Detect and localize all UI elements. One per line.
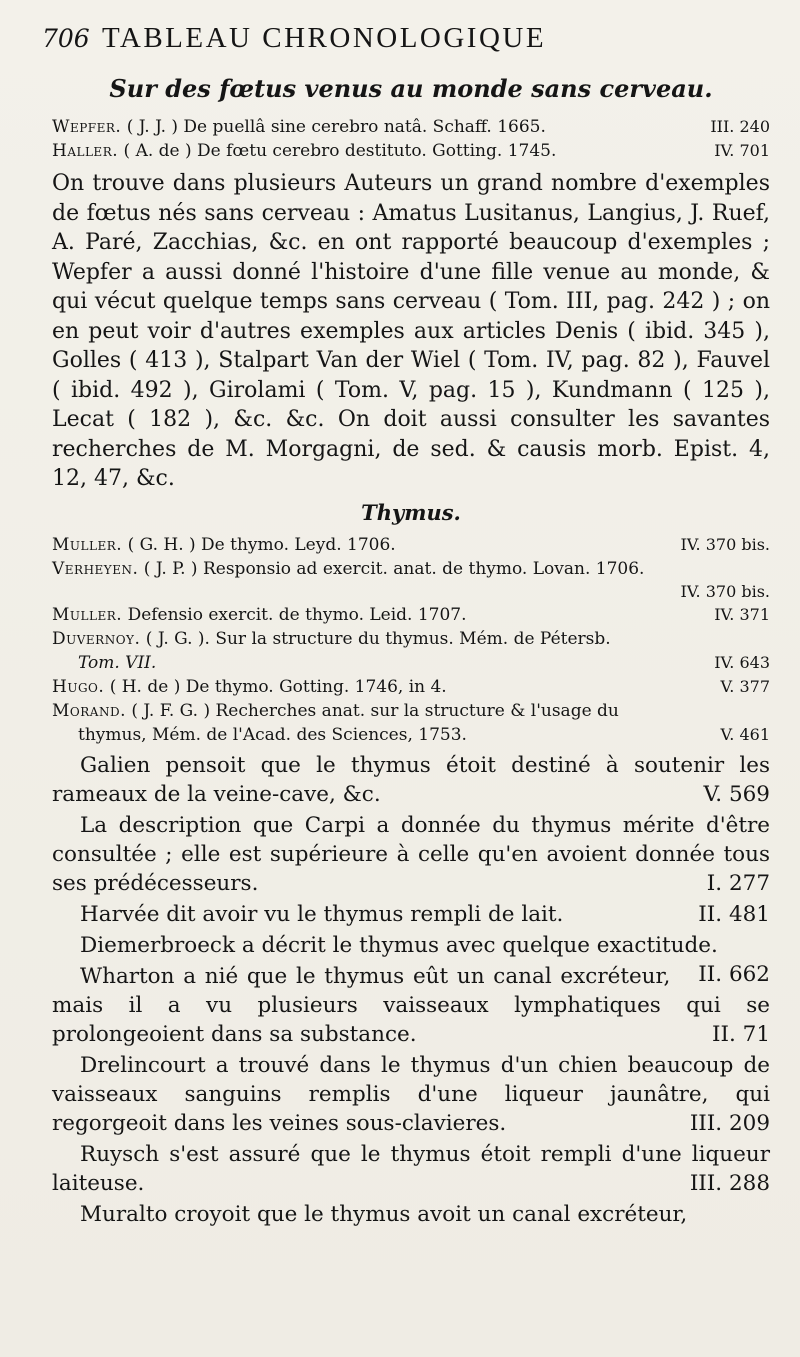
bib-volume: V. 377 — [720, 676, 770, 696]
bib-author: Haller. — [52, 141, 119, 161]
bib-text: Defensio exercit. de thymo. Leid. 1707. — [127, 604, 467, 625]
running-title: TABLEAU CHRONOLOGIQUE — [102, 22, 547, 54]
note-paragraph — [52, 1051, 770, 1138]
note-text: Harvée dit avoir vu le thymus rempli de lait. — [80, 901, 564, 927]
bib-entry — [52, 699, 770, 723]
note-paragraph — [52, 1200, 770, 1229]
bib-entry — [52, 139, 770, 163]
bib-volume: IV. 701 — [714, 141, 770, 160]
bib-text: Tom. VII. — [78, 652, 157, 673]
bib-entry — [52, 675, 770, 699]
note-paragraph — [52, 900, 770, 929]
bib-entry — [52, 627, 770, 651]
bib-entry — [52, 557, 770, 581]
body-paragraph: On trouve dans plusieurs Auteurs un grand nombre d'exemples de fœtus nés sans cerveau : Amatus Lusitanus, Langius, J. Ruef, A. Paré, Zacchias, &c. en ont rapporté beaucoup d'exemples ; Wepfer a aussi donné l'histoire d'une fille venue au monde, & qui vécut quelque temps sans cerveau ( Tom. III, pag. 242 ) ; on en peut voir d'autres exemples aux articles Denis ( ibid. 345 ), Golles ( 413 ), Stalpart Van der Wiel ( Tom. IV, pag. 82 ), Fauvel ( ibid. 492 ), Girolami ( Tom. V, pag. 15 ), Kundmann ( 125 ), Lecat ( 182 ), &c. &c. On doit aussi consulter les savantes recherches de M. Morgagni, de sed. & causis morb. Epist. 4, 12, 47, &c. — [52, 171, 770, 491]
bib-author: Hugo. — [52, 676, 105, 697]
note-text: Drelincourt a trouvé dans le thymus d'un chien beaucoup de vaisseaux sanguins remplis d'une liqueur jaunâtre, qui regorgeoit dans les veines sous-clavieres. — [52, 1052, 770, 1136]
bib-volume: IV. 370 bis. — [680, 581, 770, 601]
note-text: Galien pensoit que le thymus étoit destiné à soutenir les rameaux de la veine-cave, &c. — [52, 752, 770, 807]
bib-author: Morand. — [52, 700, 126, 721]
note-volume: III. 209 — [689, 1110, 770, 1136]
page-number: 706 — [42, 24, 90, 53]
note-text: Wharton a nié que le thymus eût un canal excréteur, mais il a vu plusieurs vaisseaux lymphatiques qui se prolongeoient dans sa substance. — [52, 963, 770, 1047]
note-volume: II. 71 — [711, 1021, 770, 1047]
bib-volume: IV. 643 — [714, 652, 770, 672]
bib-text: ( G. H. ) De thymo. Leyd. 1706. — [127, 534, 396, 555]
bib-text: ( H. de ) De thymo. Gotting. 1746, in 4. — [109, 676, 447, 697]
bib-volume: V. 461 — [720, 724, 770, 744]
bib-author: Duvernoy. — [52, 628, 141, 649]
note-text: Diemerbroeck a décrit le thymus avec quelque exactitude. — [80, 932, 718, 958]
bib-text: thymus, Mém. de l'Acad. des Sciences, 1753. — [78, 724, 467, 745]
bib-entry — [52, 533, 770, 557]
bib-volume: III. 240 — [710, 117, 770, 136]
note-volume: II. 481 — [698, 901, 770, 927]
bib-text: ( J. J. ) De puellâ sine cerebro natâ. Schaff. 1665. — [126, 117, 546, 137]
bib-author: Verheyen. — [52, 558, 139, 579]
bib-entry — [52, 115, 770, 139]
note-text: Muralto croyoit que le thymus avoit un canal excréteur, — [80, 1201, 688, 1227]
note-volume: III. 288 — [689, 1170, 770, 1196]
note-volume: II. 662 — [698, 961, 770, 987]
page-header — [42, 22, 770, 68]
bib-text: ( A. de ) De fœtu cerebro destituto. Gotting. 1745. — [123, 141, 557, 161]
section-title-foetus: Sur des fœtus venus au monde sans cerveau. — [109, 74, 713, 103]
note-text: Ruysch s'est assuré que le thymus étoit rempli d'une liqueur laiteuse. — [52, 1141, 770, 1196]
bib-text: ( J. G. ). Sur la structure du thymus. Mém. de Pétersb. — [145, 628, 611, 649]
bib-entry — [52, 603, 770, 627]
note-paragraph — [52, 811, 770, 898]
bib-author: Muller. — [52, 534, 123, 555]
section-title-thymus: Thymus. — [361, 499, 461, 525]
note-volume: I. 277 — [706, 870, 770, 896]
bib-volume: IV. 370 bis. — [680, 534, 770, 554]
note-paragraph — [52, 962, 770, 1049]
note-paragraph — [52, 1140, 770, 1198]
bib-author: Muller. — [52, 604, 123, 625]
bib-text: ( J. F. G. ) Recherches anat. sur la structure & l'usage du — [131, 700, 619, 721]
note-paragraph — [52, 931, 770, 987]
bib-volume: IV. 371 — [714, 604, 770, 624]
note-volume: V. 569 — [703, 781, 770, 807]
note-text: La description que Carpi a donnée du thymus mérite d'être consultée ; elle est supérieure à celle qu'en avoient donnée tous ses prédécesseurs. — [52, 812, 770, 896]
note-paragraph — [52, 751, 770, 809]
bib-author: Wepfer. — [52, 117, 122, 137]
bib-continuation — [52, 723, 770, 747]
bib-text: ( J. P. ) Responsio ad exercit. anat. de thymo. Lovan. 1706. — [143, 558, 645, 579]
bib-continuation — [52, 651, 770, 675]
